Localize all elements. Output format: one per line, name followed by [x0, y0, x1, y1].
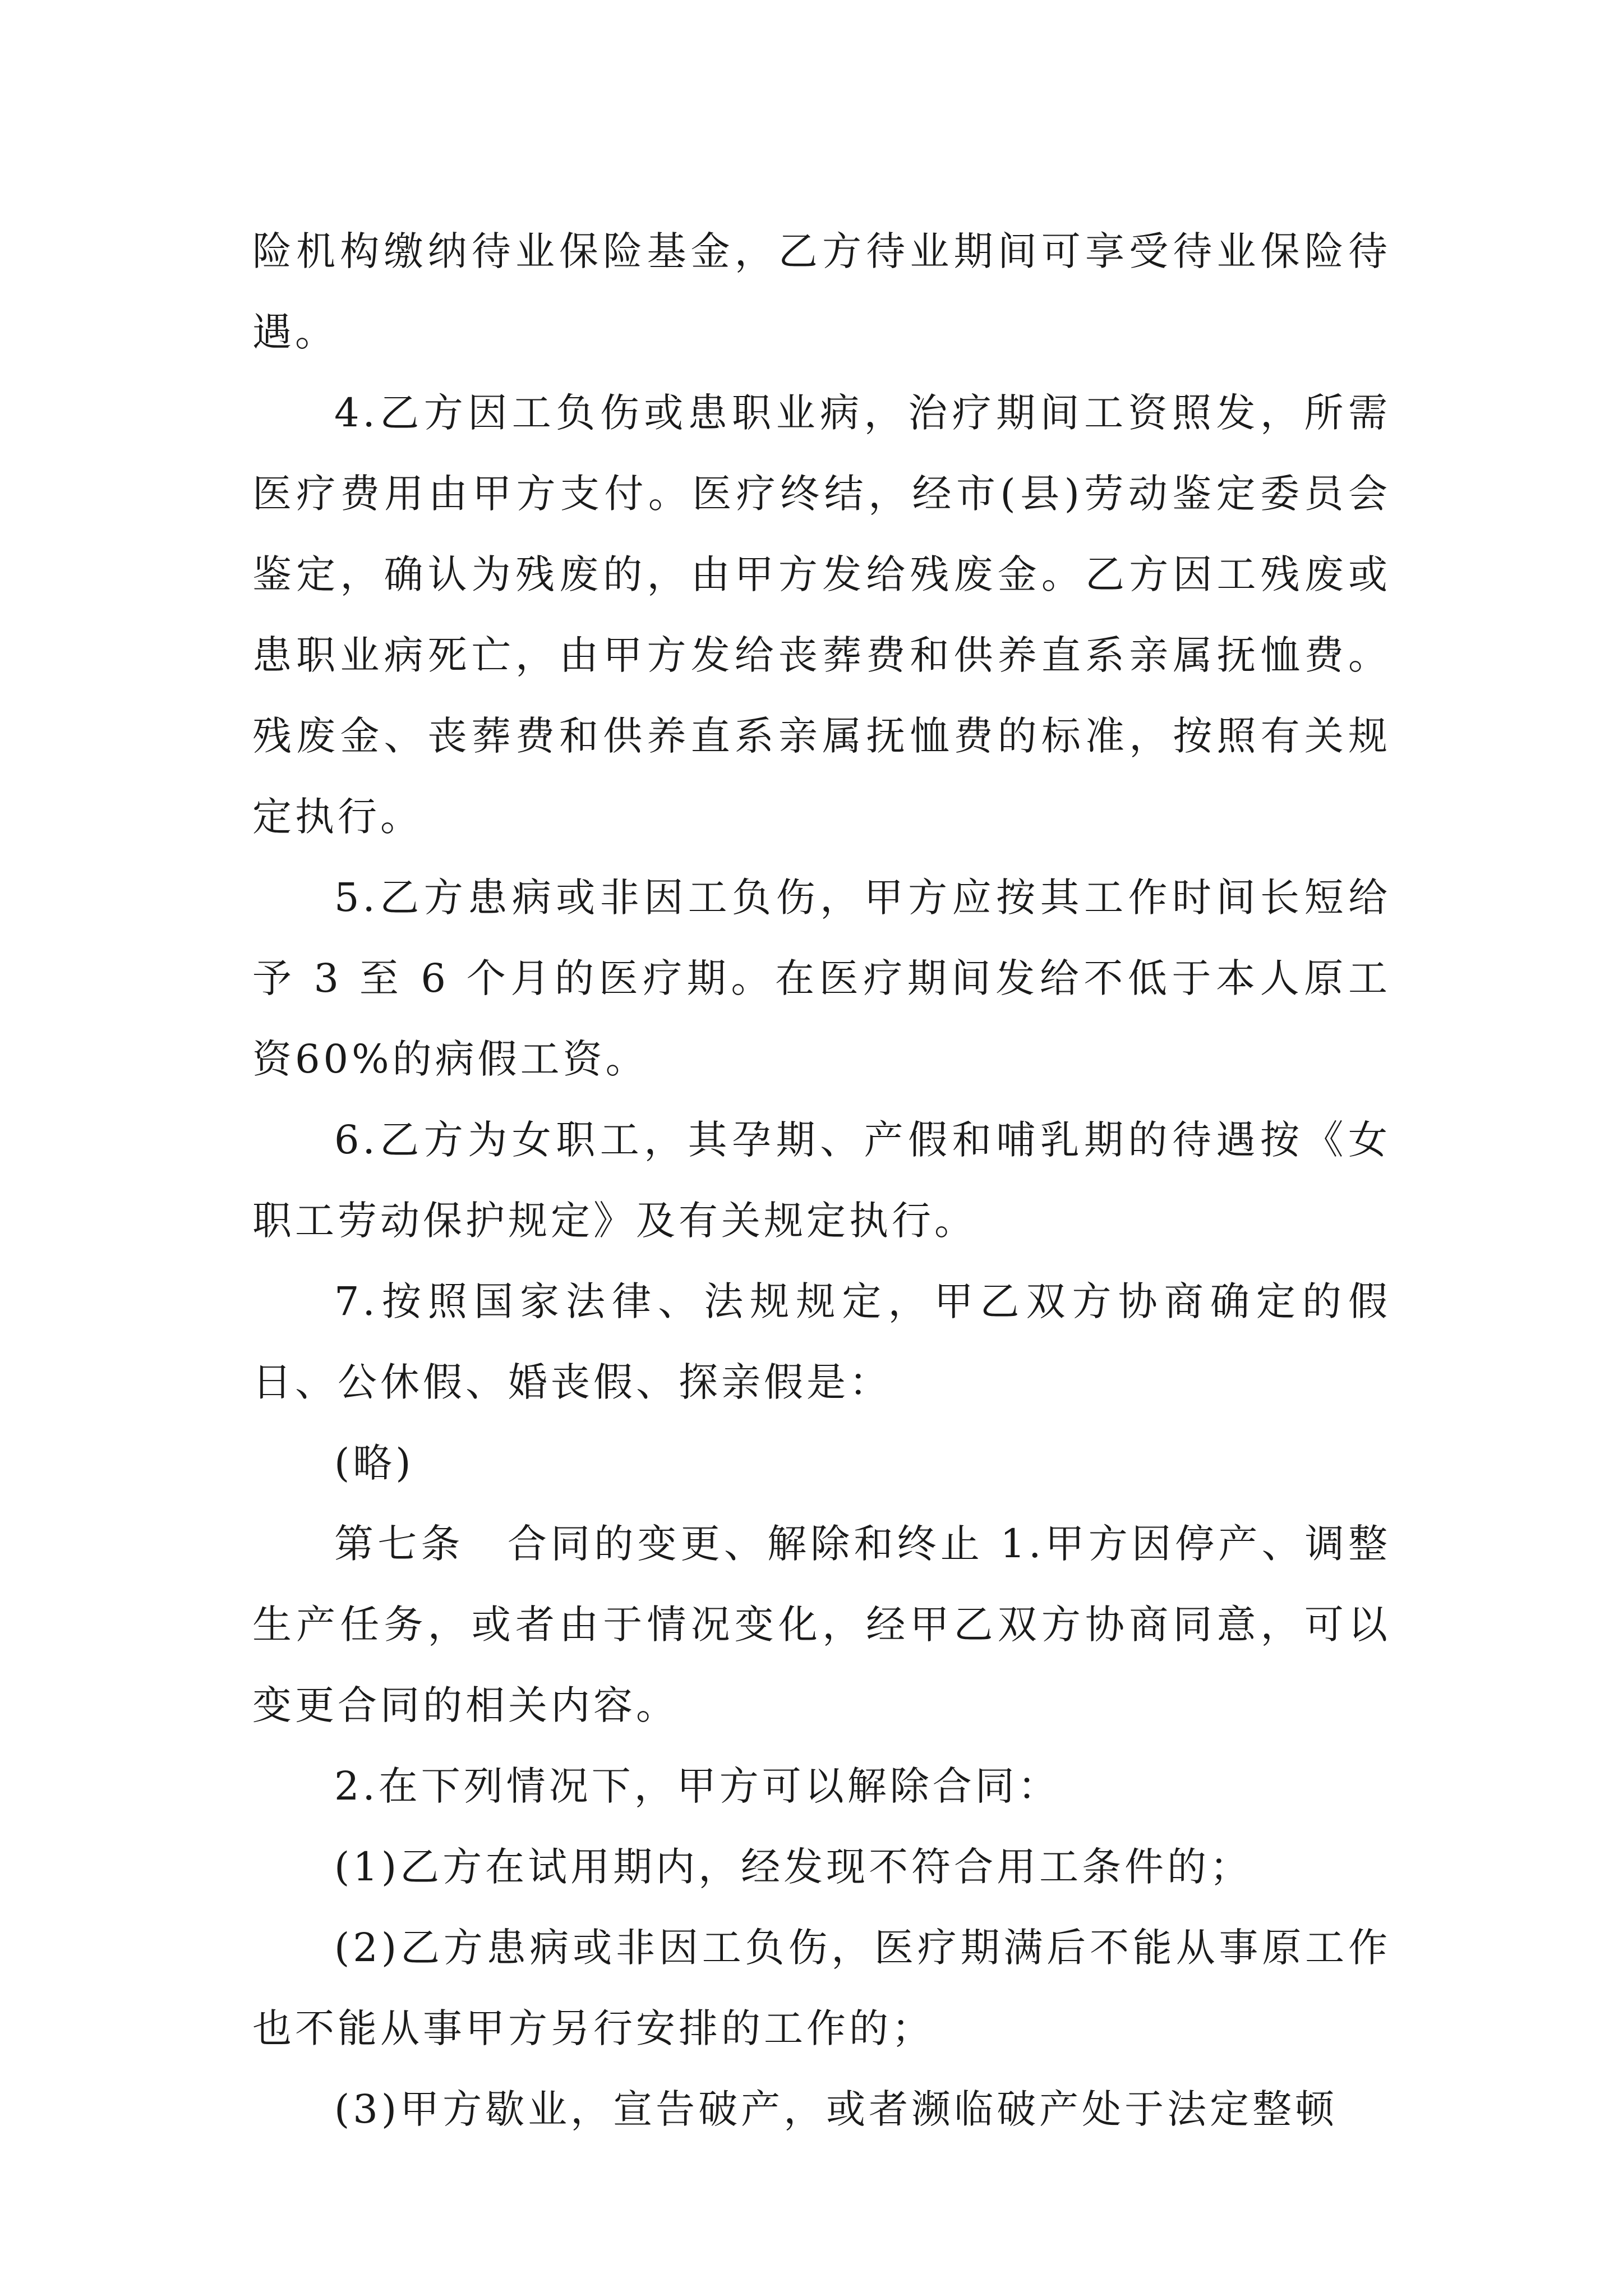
paragraph-item-5: 5.乙方患病或非因工负伤，甲方应按其工作时间长短给予 3 至 6 个月的医疗期。在医疗期间发给不低于本人原工资60%的病假工资。 — [252, 875, 1391, 1082]
paragraph-article-7: 第七条 合同的变更、解除和终止 1.甲方因停产、调整生产任务，或者由于情况变化，经甲乙双方协商同意，可以变更合同的相关内容。 — [252, 1521, 1391, 1728]
paragraph-subitem-1: (1)乙方在试用期内，经发现不符合用工条件的； — [334, 1844, 1253, 1890]
paragraph-continuation: 险机构缴纳待业保险基金，乙方待业期间可享受待业保险待遇。 — [252, 228, 1391, 355]
paragraph-subitem-3: (3)甲方歇业，宣告破产，或者濒临破产处于法定整顿 — [334, 2086, 1338, 2132]
paragraph-item-6: 6.乙方为女职工，其孕期、产假和哺乳期的待遇按《女职工劳动保护规定》及有关规定执行。 — [252, 1117, 1391, 1244]
paragraph-omitted: (略) — [334, 1440, 414, 1486]
document-body — [252, 211, 1391, 2150]
paragraph-item-2: 2.在下列情况下，甲方可以解除合同： — [334, 1763, 1061, 1809]
paragraph-subitem-2: (2)乙方患病或非因工负伤，医疗期满后不能从事原工作也不能从事甲方另行安排的工作的； — [252, 1925, 1391, 2051]
paragraph-item-4: 4.乙方因工负伤或患职业病，治疗期间工资照发，所需医疗费用由甲方支付。医疗终结，经市(县)劳动鉴定委员会鉴定，确认为残废的，由甲方发给残废金。乙方因工残废或患职业病死亡，由甲方发给丧葬费和供养直系亲属抚恤费。残废金、丧葬费和供养直系亲属抚恤费的标准，按照有关规定执行。 — [252, 390, 1391, 840]
paragraph-item-7: 7.按照国家法律、法规规定，甲乙双方协商确定的假日、公休假、婚丧假、探亲假是： — [252, 1278, 1391, 1405]
